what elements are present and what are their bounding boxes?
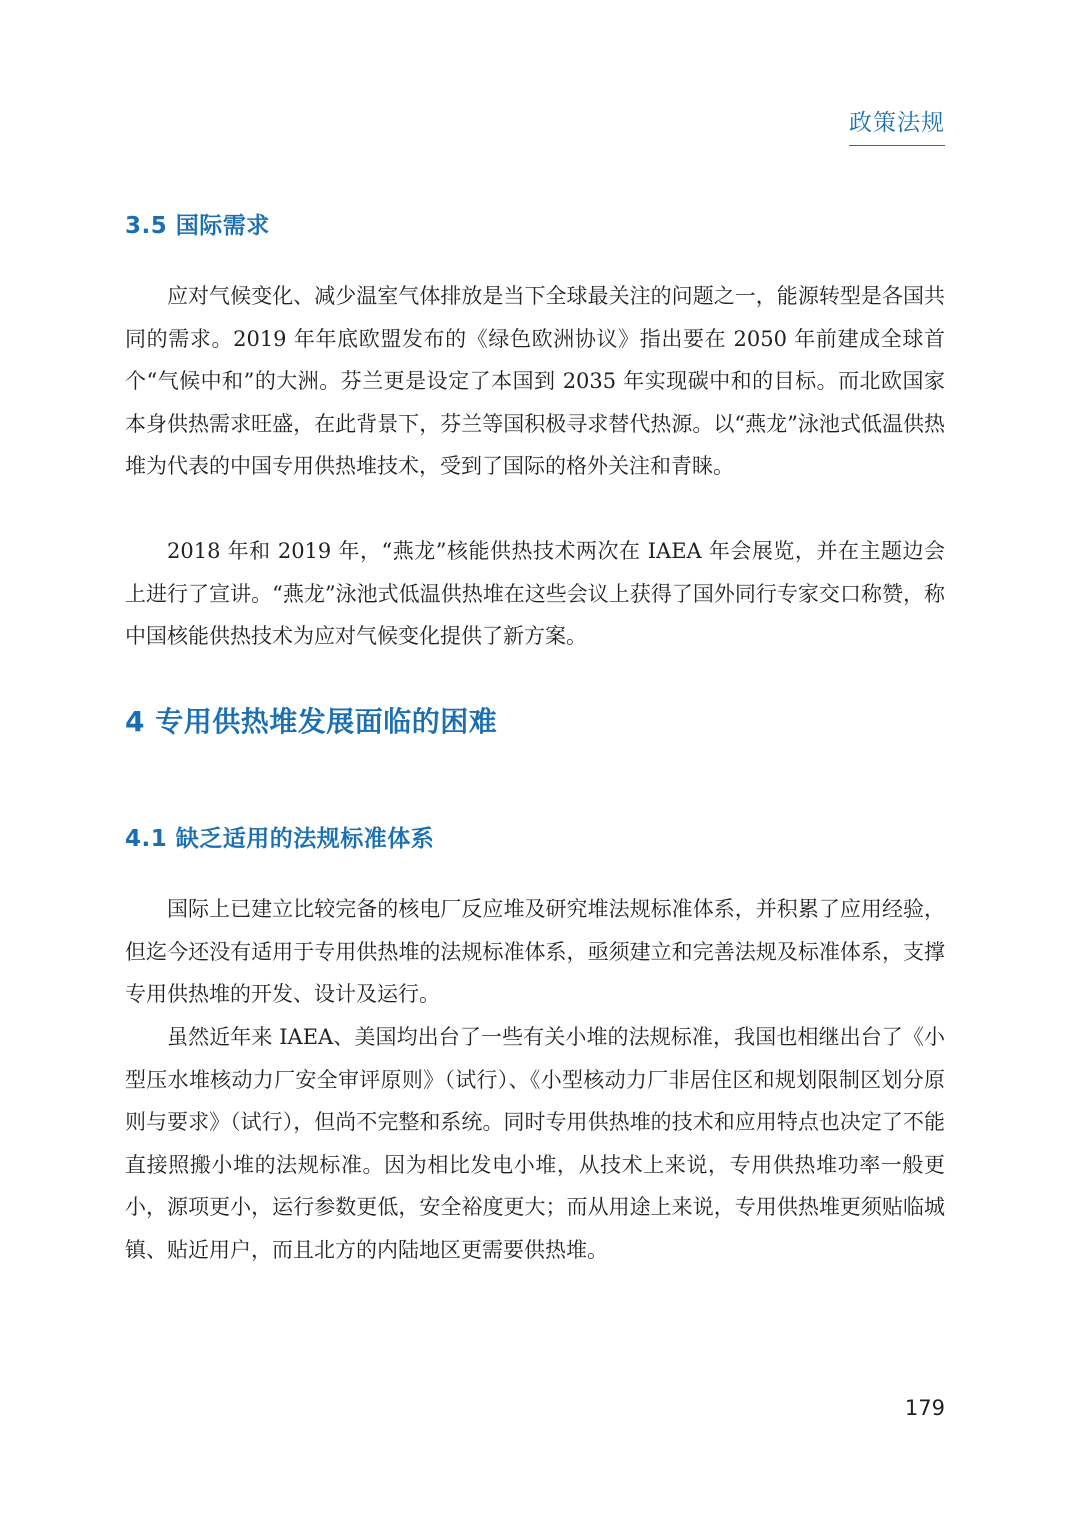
page-number: 179 xyxy=(904,1396,945,1420)
paragraph-4-1-1: 国际上已建立比较完备的核电厂反应堆及研究堆法规标准体系，并积累了应用经验，但迄今还没有适用于专用供热堆的法规标准体系，亟须建立和完善法规及标准体系，支撑专用供热堆的开发、设计及运行。 xyxy=(125,897,945,1006)
paragraph-3-5-2: 2018 年和 2019 年，“燕龙”核能供热技术两次在 IAEA 年会展览，并在主题边会上进行了宣讲。“燕龙”泳池式低温供热堆在这些会议上获得了国外同行专家交口称赞，称中国核能供热技术为应对气候变化提供了新方案。 xyxy=(125,539,945,648)
running-header-section: 政策法规 xyxy=(849,104,945,146)
heading-4-1: 4.1 缺乏适用的法规标准体系 xyxy=(125,826,435,852)
paragraph-4-1-2: 虽然近年来 IAEA、美国均出台了一些有关小堆的法规标准，我国也相继出台了《小型压水堆核动力厂安全审评原则》（试行）、《小型核动力厂非居住区和规划限制区划分原则与要求》（试行），但尚不完整和系统。同时专用供热堆的技术和应用特点也决定了不能直接照搬小堆的法规标准。因为相比发电小堆，从技术上来说，专用供热堆功率一般更小，源项更小，运行参数更低，安全裕度更大；而从用途上来说，专用供热堆更须贴临城镇、贴近用户，而且北方的内陆地区更需要供热堆。 xyxy=(125,1025,945,1262)
heading-3-5: 3.5 国际需求 xyxy=(125,213,270,239)
paragraph-3-5-1: 应对气候变化、减少温室气体排放是当下全球最关注的问题之一，能源转型是各国共同的需求。2019 年年底欧盟发布的《绿色欧洲协议》指出要在 2050 年前建成全球首个“气候中和”的大洲。芬兰更是设定了本国到 2035 年实现碳中和的目标。而北欧国家本身供热需求旺盛，在此背景下，芬兰等国积极寻求替代热源。以“燕龙”泳池式低温供热堆为代表的中国专用供热堆技术，受到了国际的格外关注和青睐。 xyxy=(125,284,945,478)
heading-4: 4 专用供热堆发展面临的困难 xyxy=(125,705,498,738)
